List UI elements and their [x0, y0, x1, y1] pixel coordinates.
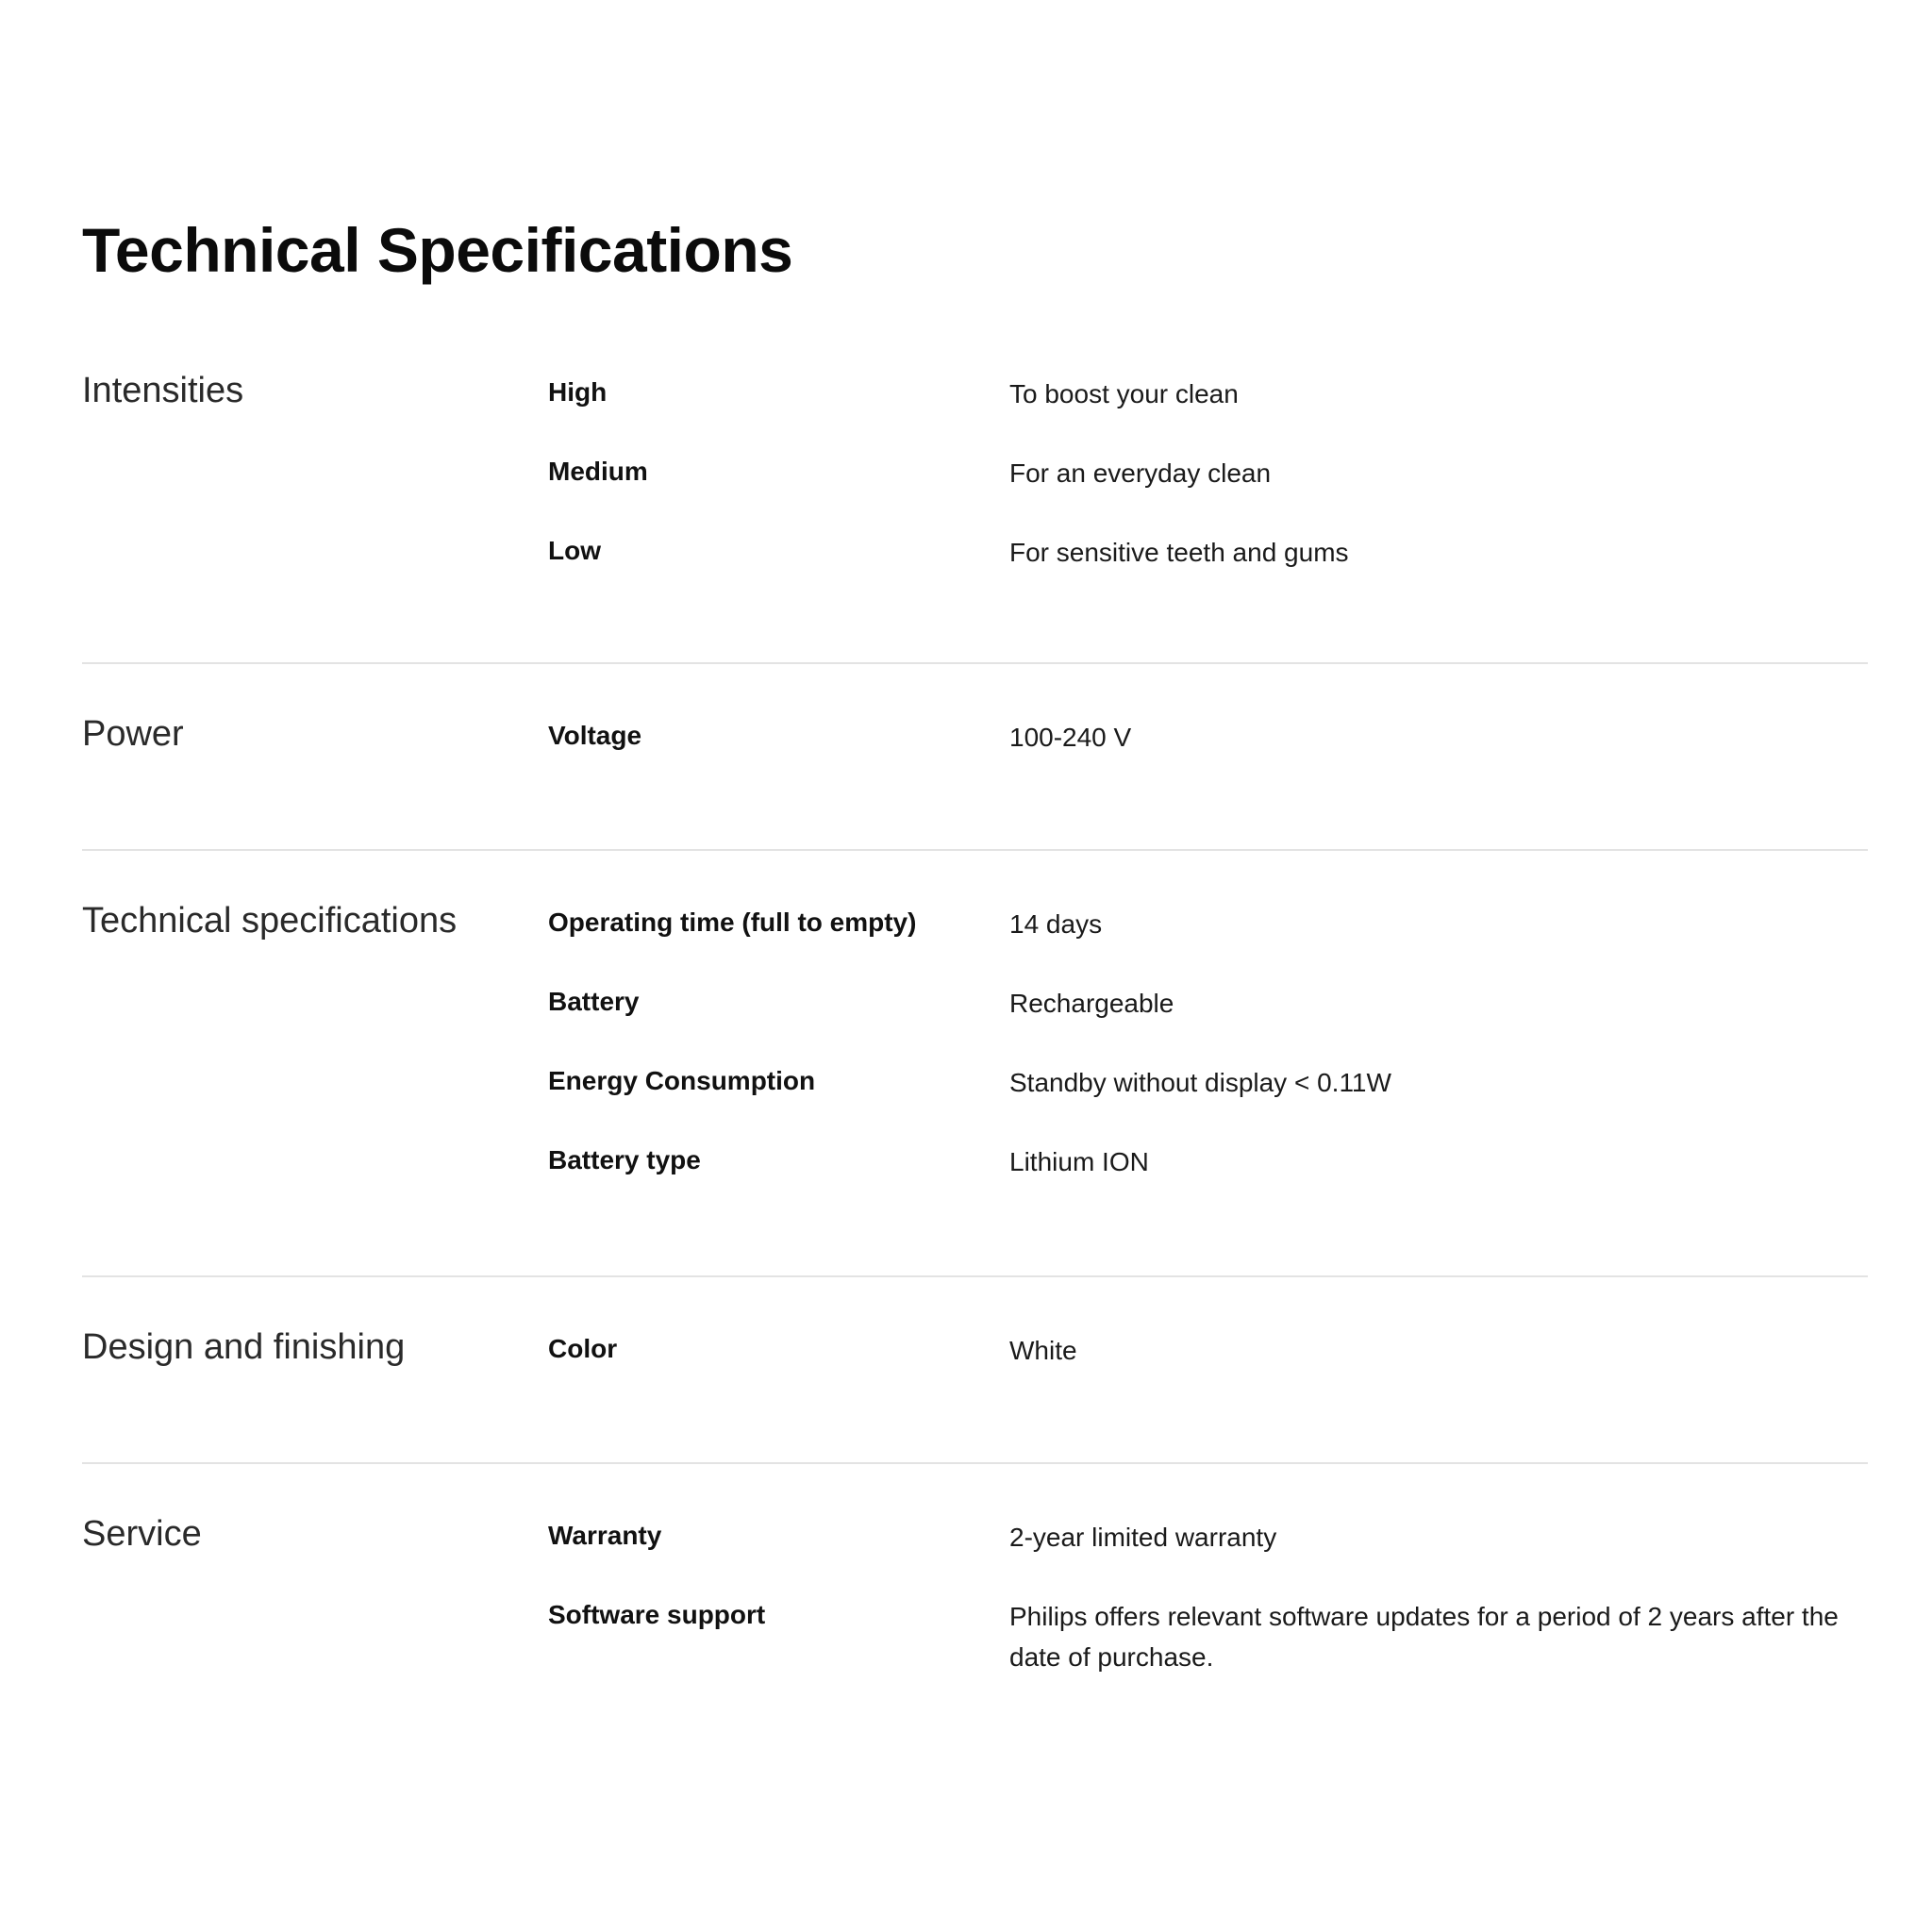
spec-row — [548, 1133, 1868, 1212]
spec-rows — [548, 1508, 1868, 1701]
spec-row — [548, 895, 1868, 974]
spec-value: Lithium ION — [1009, 1147, 1149, 1176]
section-title: Service — [82, 1514, 202, 1554]
spec-row — [548, 365, 1868, 444]
spec-section-technical — [82, 851, 1868, 1275]
spec-value: For an everyday clean — [1009, 458, 1272, 488]
spec-label: Voltage — [548, 721, 642, 750]
spec-rows — [548, 895, 1868, 1212]
spec-label: Medium — [548, 457, 648, 486]
spec-section-intensities — [82, 360, 1868, 662]
page-title: Technical Specifications — [82, 215, 793, 285]
spec-row — [548, 444, 1868, 524]
section-title: Technical specifications — [82, 901, 458, 941]
spec-row — [548, 524, 1868, 603]
spec-row — [548, 1588, 1868, 1701]
spec-section-design — [82, 1277, 1868, 1462]
spec-row — [548, 1054, 1868, 1133]
spec-label: Operating time (full to empty) — [548, 908, 917, 937]
spec-row — [548, 708, 1868, 788]
spec-label: Low — [548, 536, 601, 565]
spec-value: Standby without display < 0.11W — [1009, 1068, 1391, 1097]
spec-rows — [548, 1322, 1868, 1401]
section-title: Power — [82, 714, 184, 754]
spec-label: Software support — [548, 1600, 766, 1629]
spec-row — [548, 1508, 1868, 1588]
spec-section-service — [82, 1464, 1868, 1709]
spec-value: 2-year limited warranty — [1009, 1523, 1277, 1552]
spec-row — [548, 1322, 1868, 1401]
spec-value: To boost your clean — [1009, 379, 1239, 408]
spec-value: White — [1009, 1336, 1077, 1365]
spec-row — [548, 974, 1868, 1054]
spec-label: High — [548, 377, 608, 407]
spec-value: For sensitive teeth and gums — [1009, 538, 1349, 567]
section-title: Design and finishing — [82, 1327, 406, 1367]
spec-section-power — [82, 664, 1868, 849]
spec-value: 100-240 V — [1009, 723, 1132, 752]
spec-rows — [548, 708, 1868, 788]
section-title: Intensities — [82, 371, 244, 410]
spec-rows — [548, 365, 1868, 603]
spec-label: Battery — [548, 987, 640, 1016]
spec-value: Philips offers relevant software updates for a period of 2 years after the date of purchase. — [1009, 1602, 1839, 1673]
spec-label: Energy Consumption — [548, 1066, 816, 1095]
spec-value: Rechargeable — [1009, 989, 1174, 1018]
spec-sections — [82, 360, 1868, 1709]
spec-label: Warranty — [548, 1521, 662, 1550]
spec-label: Color — [548, 1334, 618, 1363]
spec-value: 14 days — [1009, 909, 1103, 939]
spec-label: Battery type — [548, 1145, 701, 1174]
